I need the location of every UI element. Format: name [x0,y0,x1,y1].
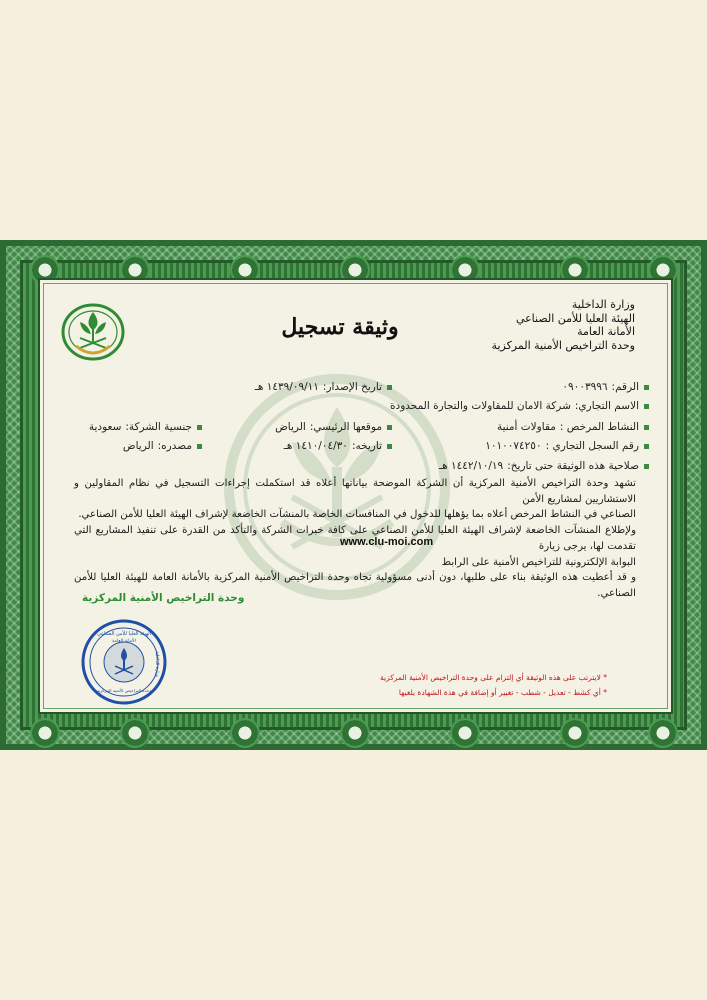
field-company-nationality: جنسية الشركة:سعودية [89,421,202,433]
field-value: الرياض [275,421,306,433]
stamp-text-ministry: وزارة الداخلية [154,651,159,677]
border-ornament [648,718,678,748]
authority-name: الهيئة العليا للأمن الصناعي [515,311,635,325]
border-ornament [560,718,590,748]
legal-notes [380,670,607,700]
bullet-icon [197,425,202,430]
field-value: ١٠١٠٠٧٤٢٥٠ [485,440,542,452]
bullet-icon [644,425,649,430]
signature-unit: وحدة التراخيص الأمنية المركزية [82,592,245,604]
field-value: مقاولات أمنية [496,421,556,433]
field-register-date: تاريخه:١٤١٠/٠٤/٣٠ هـ [284,440,392,452]
bullet-icon [644,444,649,449]
border-ornament [30,718,60,748]
field-value: شركة الامان للمقاولات والتجارة المحدودة [390,400,571,412]
bullet-icon [197,444,202,449]
body-line: ولإطلاع المنشآت الخاضعة لإشراف الهيئة العليا للأمن الصناعي على كافة خبرات الشركة والتأكد من القدرة على تنفيذ المشاريع التي تقدمت لها، يرجى زيارة [74,525,636,552]
field-validity: صلاحية هذه الوثيقة حتى تاريخ:١٤٤٢/١٠/١٩ هـ [439,460,649,472]
body-line: الصناعي في النشاط المرخص أعلاه بما يؤهلها للدخول في المنافسات الخاصة بالمنشآت الخاضعة لإشراف الهيئة العليا للأمن الصناعي. [78,509,636,521]
ministry-emblem-icon [60,300,126,362]
bullet-icon [387,385,392,390]
official-stamp [80,618,168,706]
secretariat-name: الأمانة العامة [577,325,635,338]
bullet-icon [387,444,392,449]
bullet-icon [644,464,649,469]
border-ornament [120,718,150,748]
field-value: سعودية [88,421,122,433]
legal-note: * لايترتب على هذه الوثيقة أي إلتزام على وحدة التراخيص الأمنية المركزية [380,673,607,682]
field-trade-name: الاسم التجاري:شركة الامان للمقاولات والتجارة المحدودة [390,400,649,412]
field-main-location: موقعها الرئيسي:الرياض [275,421,392,433]
body-line: تشهد وحدة التراخيص الأمنية المركزية أن الشركة الموضحة بياناتها أعلاه قد استكملت إجراءات التسجيل في نظام المقاولين و الاستشاريين لمشاريع الأمن [74,478,636,505]
body-line: البوابة الإلكترونية للتراخيص الأمنية على الرابط [441,556,636,568]
field-register-source: مصدره:الرياض [123,440,202,452]
organization-header [492,298,635,352]
website-link[interactable]: www.clu-moi.com [340,536,434,548]
field-number: الرقم:٠٩٠٠٣٩٩٦ [562,381,649,393]
field-value: ٠٩٠٠٣٩٩٦ [562,381,608,393]
document-title: وثيقة تسجيل [281,314,399,340]
border-ornament [340,718,370,748]
field-value: ١٤١٠/٠٤/٣٠ هـ [283,440,348,452]
field-commercial-register: رقم السجل التجاري :١٠١٠٠٧٤٢٥٠ [485,440,649,452]
stamp-text-mid: الأمانة العامة [112,639,136,644]
ministry-name: وزارة الداخلية [571,298,635,311]
stamp-text-top: الهيئة العليا للأمن الصناعي [96,631,152,637]
field-value: ١٤٤٢/١٠/١٩ هـ [439,460,504,472]
stamp-text-bottom: وحدة التراخيص الأمنية المركزية [96,688,152,693]
field-value: ١٤٣٩/٠٩/١١ هـ [254,381,319,393]
bullet-icon [387,425,392,430]
legal-note: * أي كشط - تعديل - شطب - تغيير أو إضافة في هذة الشهادة يلغيها [398,688,607,697]
body-line: و قد أعطيت هذه الوثيقة بناء على طلبها، دون أدنى مسؤولية تجاه وحدة التراخيص الأمنية المركزية بالأمانة العامة للهيئة العليا للأمن الصناعي. [74,572,636,599]
field-licensed-activity: النشاط المرخص :مقاولات أمنية [497,421,649,433]
border-ornament [230,718,260,748]
unit-name: وحدة التراخيص الأمنية المركزية [491,338,635,352]
field-issue-date: تاريخ الإصدار:١٤٣٩/٠٩/١١ هـ [255,381,392,393]
border-ornament [450,718,480,748]
field-value: الرياض [122,440,154,452]
bullet-icon [644,385,649,390]
bullet-icon [644,404,649,409]
